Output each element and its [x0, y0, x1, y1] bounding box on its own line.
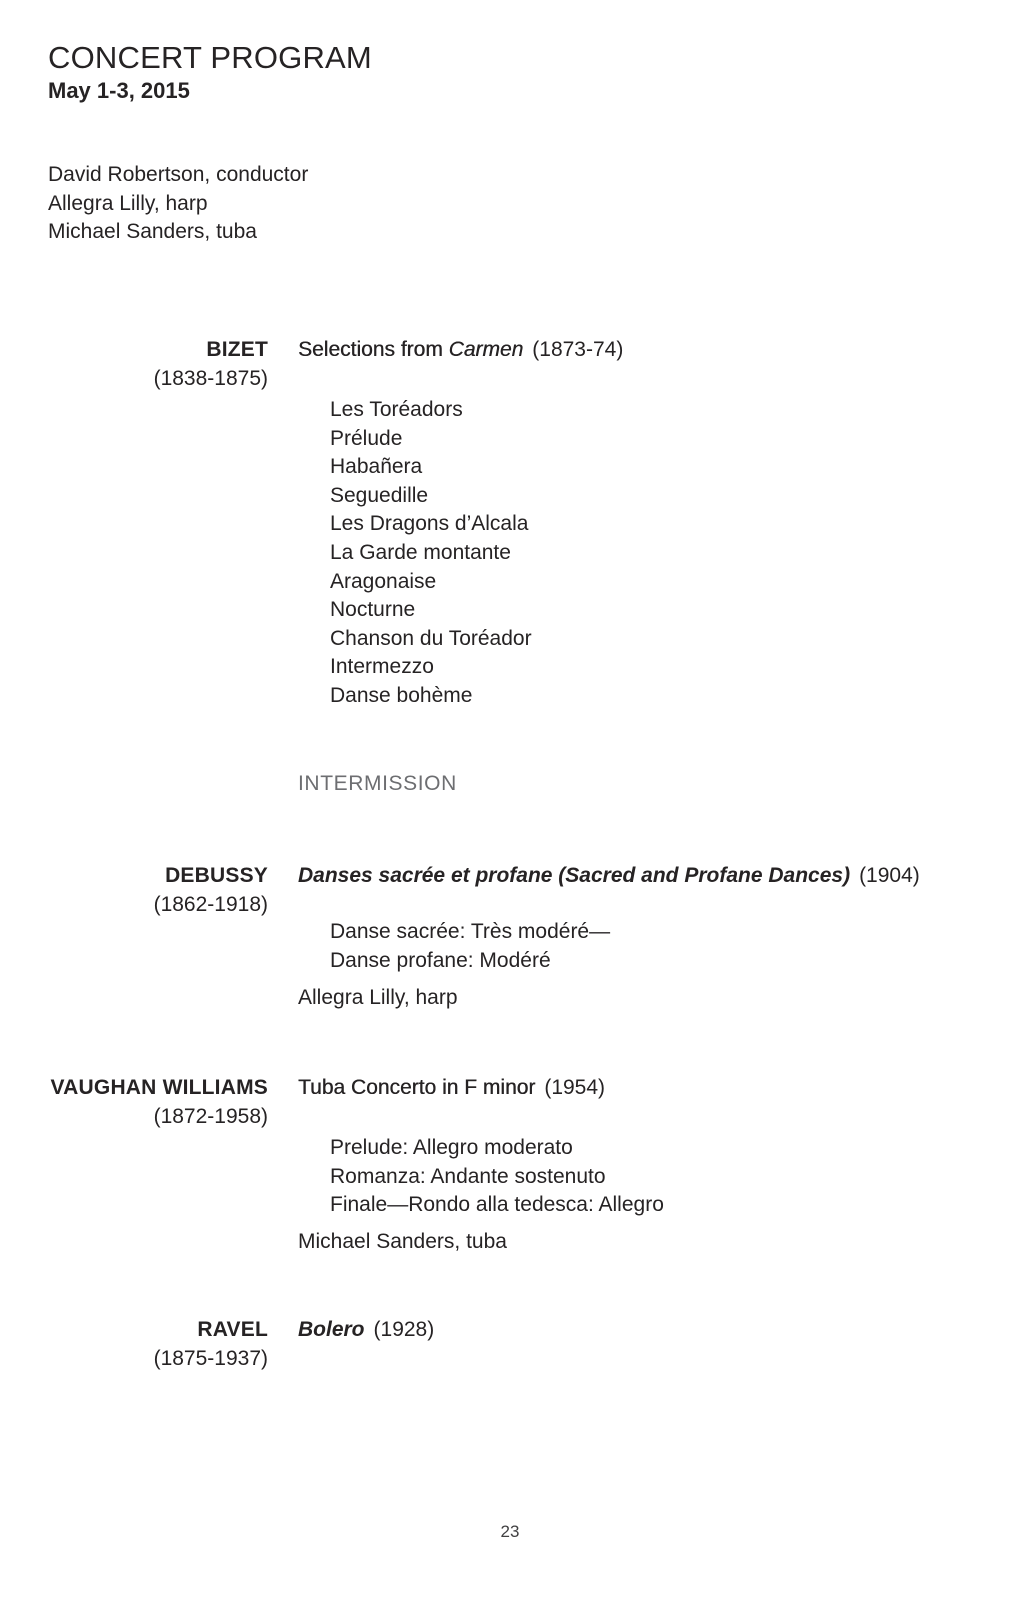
- movement: Aragonaise: [330, 569, 437, 593]
- program-dates: May 1-3, 2015: [48, 78, 190, 103]
- vaughan-williams-work-title: [298, 1074, 605, 1103]
- movement: Nocturne: [330, 598, 416, 622]
- ravel-work-title: [298, 1316, 434, 1345]
- composer-years: (1872-1958): [153, 1104, 268, 1128]
- bizet-movements: [330, 396, 532, 711]
- work-title-plain: Tuba Concerto in F minor: [298, 1076, 536, 1099]
- debussy-movements: [330, 918, 610, 975]
- debussy-soloist: Allegra Lilly, harp: [298, 986, 458, 1009]
- bizet-composer-column: [48, 336, 268, 393]
- composer-name: RAVEL: [197, 1318, 268, 1341]
- movement: Danse bohème: [330, 683, 473, 707]
- movement: Danse profane: Modéré: [330, 948, 551, 972]
- work-year: (1954): [544, 1076, 606, 1099]
- movement: La Garde montante: [330, 540, 511, 564]
- work-title-bold-italic: Bolero: [298, 1318, 365, 1341]
- page-title: CONCERT PROGRAM: [48, 40, 372, 75]
- movement: Seguedille: [330, 483, 429, 507]
- composer-years: (1862-1918): [153, 892, 268, 916]
- movement: Les Toréadors: [330, 398, 463, 421]
- performer-conductor: David Robertson, conductor: [48, 163, 309, 186]
- composer-name: VAUGHAN WILLIAMS: [50, 1076, 268, 1099]
- performer-harp: Allegra Lilly, harp: [48, 191, 208, 215]
- movement: Chanson du Toréador: [330, 626, 532, 650]
- bizet-work-title: [298, 336, 623, 365]
- section-bizet-header: [48, 336, 623, 393]
- work-year: (1928): [373, 1318, 435, 1341]
- movement: Prélude: [330, 426, 403, 450]
- movement: Danse sacrée: Très modéré—: [330, 920, 611, 943]
- vaughan-williams-composer-column: [48, 1074, 268, 1131]
- work-title-plain: Selections from: [298, 338, 449, 361]
- page-number: 23: [500, 1522, 520, 1541]
- movement: Romanza: Andante sostenuto: [330, 1164, 606, 1188]
- section-ravel-header: [48, 1316, 434, 1373]
- section-debussy-header: [48, 862, 920, 919]
- movement: Les Dragons d’Alcala: [330, 512, 529, 536]
- performers-list: [48, 161, 308, 247]
- movement: Prelude: Allegro moderato: [330, 1136, 573, 1159]
- header: [48, 40, 372, 104]
- work-title-bold-italic: Danses sacrée et profane (Sacred and Profane Dances): [298, 864, 851, 887]
- composer-name: DEBUSSY: [165, 864, 268, 887]
- movement: Intermezzo: [330, 655, 434, 679]
- composer-name: BIZET: [206, 338, 268, 361]
- work-title-italic: Carmen: [448, 338, 524, 361]
- movement: Finale—Rondo alla tedesca: Allegro: [330, 1193, 664, 1217]
- ravel-composer-column: [48, 1316, 268, 1373]
- work-year: (1904): [859, 864, 920, 887]
- debussy-composer-column: [48, 862, 268, 919]
- vaughan-williams-movements: [330, 1134, 664, 1220]
- debussy-work-title: [298, 862, 920, 891]
- section-vaughan-williams-header: [48, 1074, 605, 1131]
- composer-years: (1875-1937): [153, 1346, 268, 1370]
- intermission-label: INTERMISSION: [298, 772, 457, 795]
- performer-tuba: Michael Sanders, tuba: [48, 220, 257, 243]
- work-year: (1873-74): [532, 338, 624, 361]
- composer-years: (1838-1875): [153, 366, 268, 390]
- vaughan-williams-soloist: Michael Sanders, tuba: [298, 1230, 507, 1253]
- movement: Habañera: [330, 455, 423, 479]
